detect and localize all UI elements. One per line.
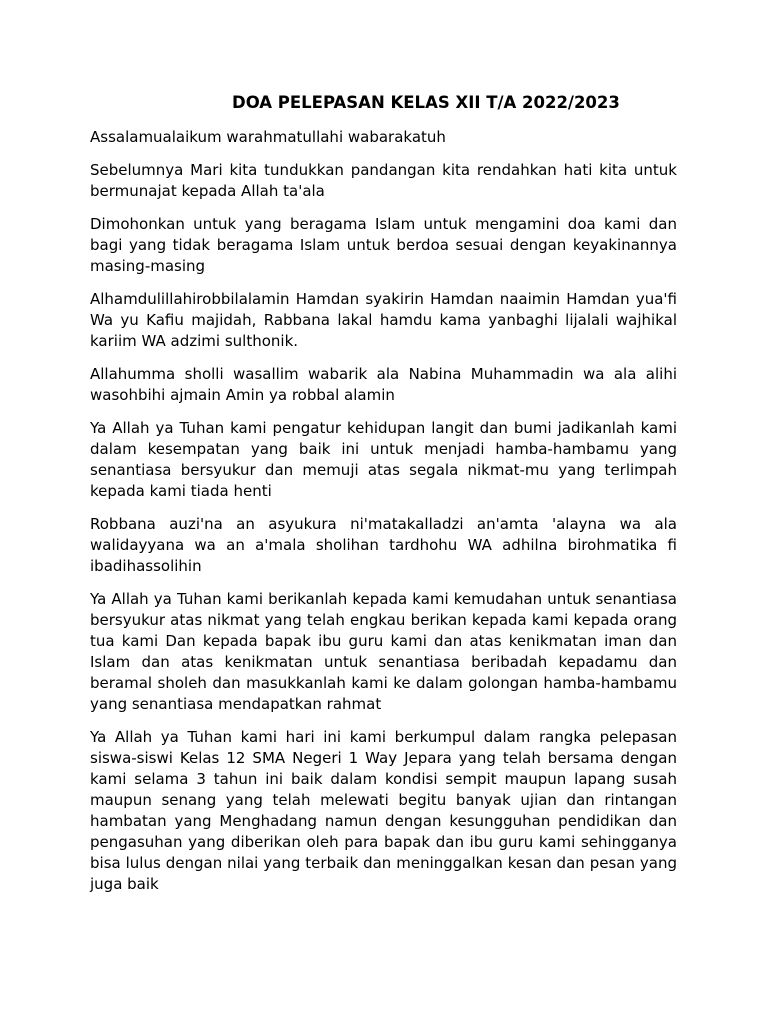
paragraph-prayer-farewell: Ya Allah ya Tuhan kami hari ini kami berkumpul dalam rangka pelepasan siswa-siswi Kelas 12 SMA Negeri 1 Way Jepara yang telah bersama dengan kami selama 3 tahun ini baik dalam kondisi sempit maupun lapang susah maupun senang yang telah melewati begitu banyak ujian dan rintangan hambatan yang Menghadang namun dengan kesungguhan pendidikan dan pengasuhan yang diberikan oleh para bapak dan ibu guru kami sehingganya bisa lulus dengan nilai yang terbaik dan meninggalkan kesan dan pesan yang juga baik <box>90 728 677 893</box>
paragraph-prayer-gratitude: Ya Allah ya Tuhan kami pengatur kehidupan langit dan bumi jadikanlah kami dalam kesempatan yang baik ini untuk menjadi hamba-hambamu yang senantiasa bersyukur dan memuji atas segala nikmat-mu yang terlimpah kepada kami tiada henti <box>90 419 677 500</box>
paragraph-invitation: Dimohonkan untuk yang beragama Islam untuk mengamini doa kami dan bagi yang tidak beragama Islam untuk berdoa sesuai dengan keyakinannya masing-masing <box>90 215 677 275</box>
paragraph-greeting: Assalamualaikum warahmatullahi wabarakatuh <box>90 128 446 146</box>
document-body <box>90 127 677 907</box>
paragraph-praise: Alhamdulillahirobbilalamin Hamdan syakirin Hamdan naaimin Hamdan yua'fi Wa yu Kafiu majidah, Rabbana lakal hamdu kama yanbaghi lijalali wajhikal kariim WA adzimi sulthonik. <box>90 290 677 350</box>
paragraph-prayer-ease: Ya Allah ya Tuhan kami berikanlah kepada kami kemudahan untuk senantiasa bersyukur atas nikmat yang telah engkau berikan kepada kami kepada orang tua kami Dan kepada bapak ibu guru kami dan atas kenikmatan iman dan Islam dan atas kenikmatan untuk senantiasa beribadah kepadamu dan beramal sholeh dan masukkanlah kami ke dalam golongan hamba-hambamu yang senantiasa mendapatkan rahmat <box>90 590 677 713</box>
paragraph-robbana: Robbana auzi'na an asyukura ni'matakalladzi an'amta 'alayna wa ala walidayyana wa an a'mala sholihan tardhohu WA adhilna birohmatika fi ibadihassolihin <box>90 515 677 575</box>
paragraph-opening: Sebelumnya Mari kita tundukkan pandangan kita rendahkan hati kita untuk bermunajat kepada Allah ta'ala <box>90 161 677 200</box>
paragraph-sholawat: Allahumma sholli wasallim wabarik ala Nabina Muhammadin wa ala alihi wasohbihi ajmain Amin ya robbal alamin <box>90 365 677 404</box>
document-title: DOA PELEPASAN KELAS XII T/A 2022/2023 <box>232 93 620 112</box>
